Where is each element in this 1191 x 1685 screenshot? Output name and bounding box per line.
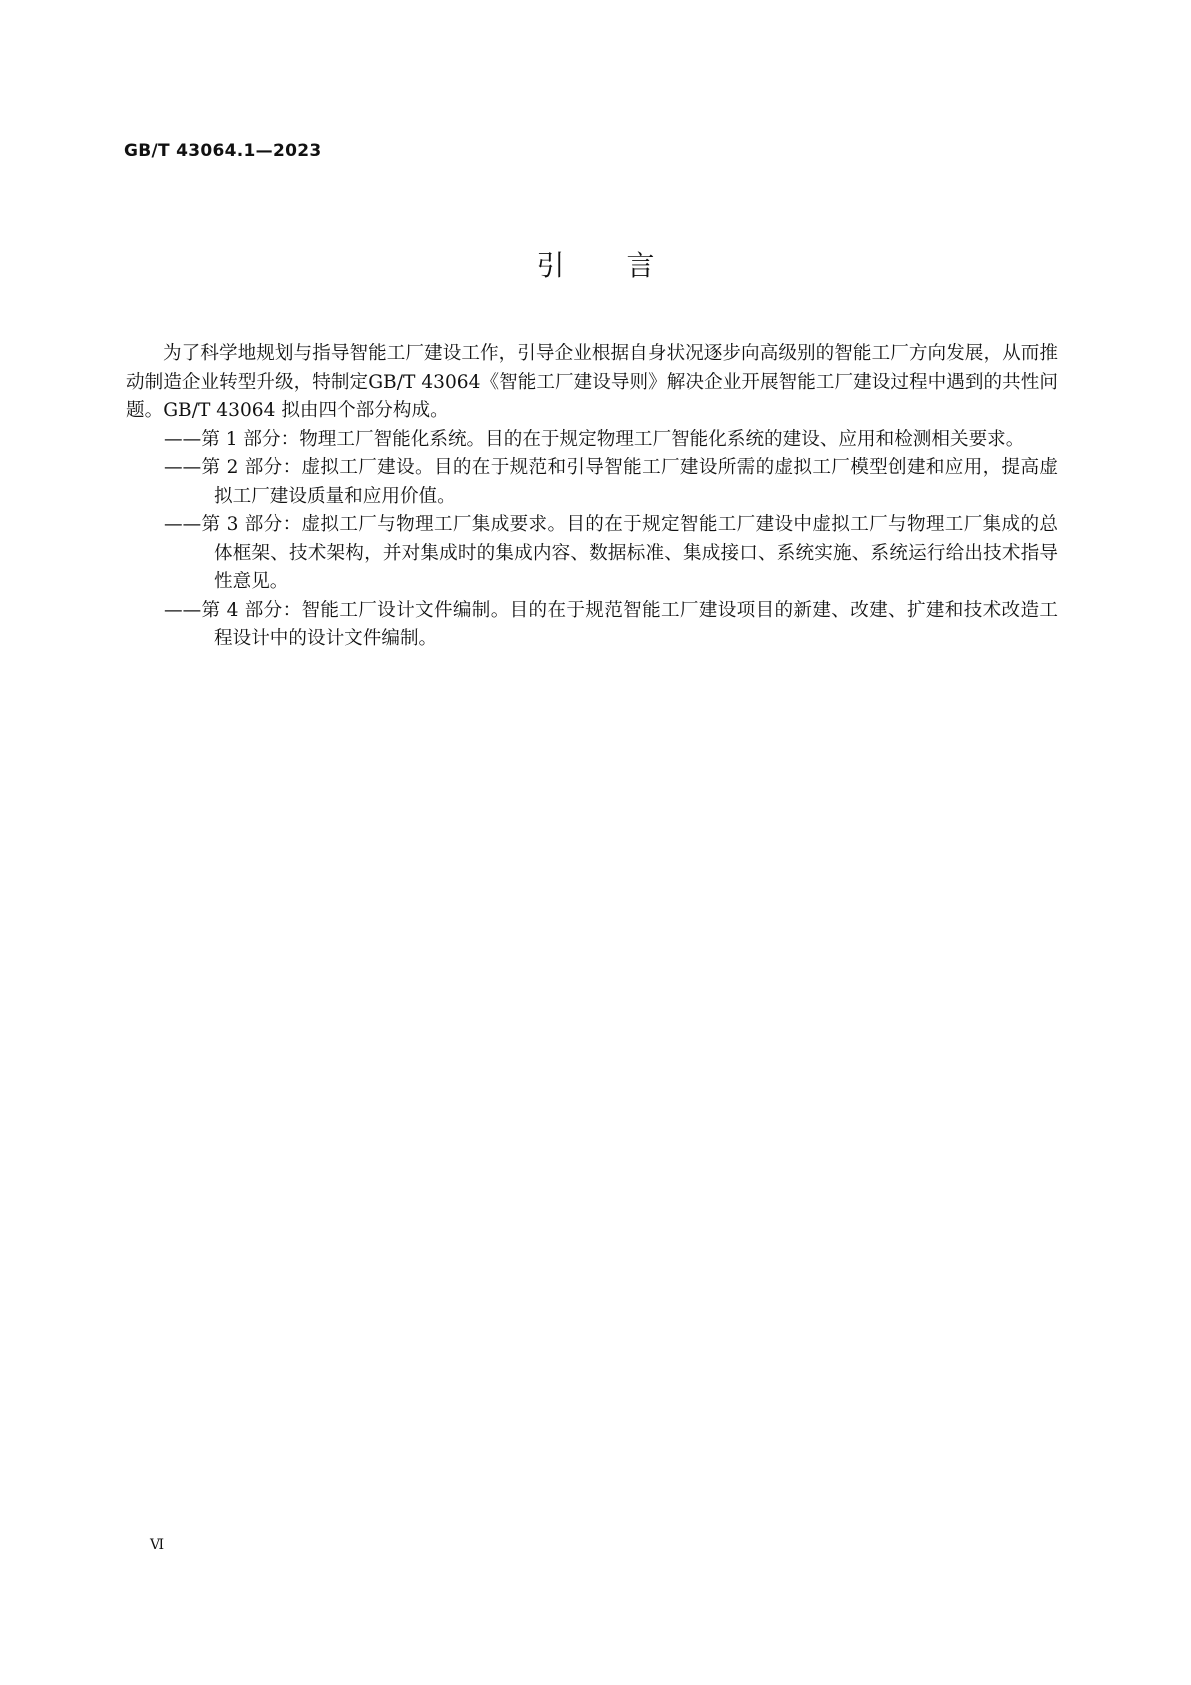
standard-number: GB/T 43064.1—2023 xyxy=(124,141,322,161)
page-number: Ⅵ xyxy=(150,1537,165,1553)
list-item-part-3: ——第 3 部分：虚拟工厂与物理工厂集成要求。目的在于规定智能工厂建设中虚拟工厂与物理工厂集成的总体框架、技术架构，并对集成时的集成内容、数据标准、集成接口、系统实施、系统运行给出技术指导性意见。 xyxy=(164,514,1058,592)
list-item-part-4: ——第 4 部分：智能工厂设计文件编制。目的在于规范智能工厂建设项目的新建、改建、扩建和技术改造工程设计中的设计文件编制。 xyxy=(164,599,1058,649)
list-item-part-1: ——第 1 部分：物理工厂智能化系统。目的在于规定物理工厂智能化系统的建设、应用和检测相关要求。 xyxy=(164,428,1025,450)
list-item-part-2: ——第 2 部分：虚拟工厂建设。目的在于规范和引导智能工厂建设所需的虚拟工厂模型创建和应用，提高虚拟工厂建设质量和应用价值。 xyxy=(164,457,1058,507)
intro-paragraph: 为了科学地规划与指导智能工厂建设工作，引导企业根据自身状况逐步向高级别的智能工厂方向发展，从而推动制造企业转型升级，特制定GB/T 43064《智能工厂建设导则》解决企业开展智能工厂建设过程中遇到的共性问题。GB/T 43064 拟由四个部分构成。 xyxy=(126,343,1058,421)
document-body xyxy=(126,340,1058,654)
page-title: 引言 xyxy=(536,249,717,282)
